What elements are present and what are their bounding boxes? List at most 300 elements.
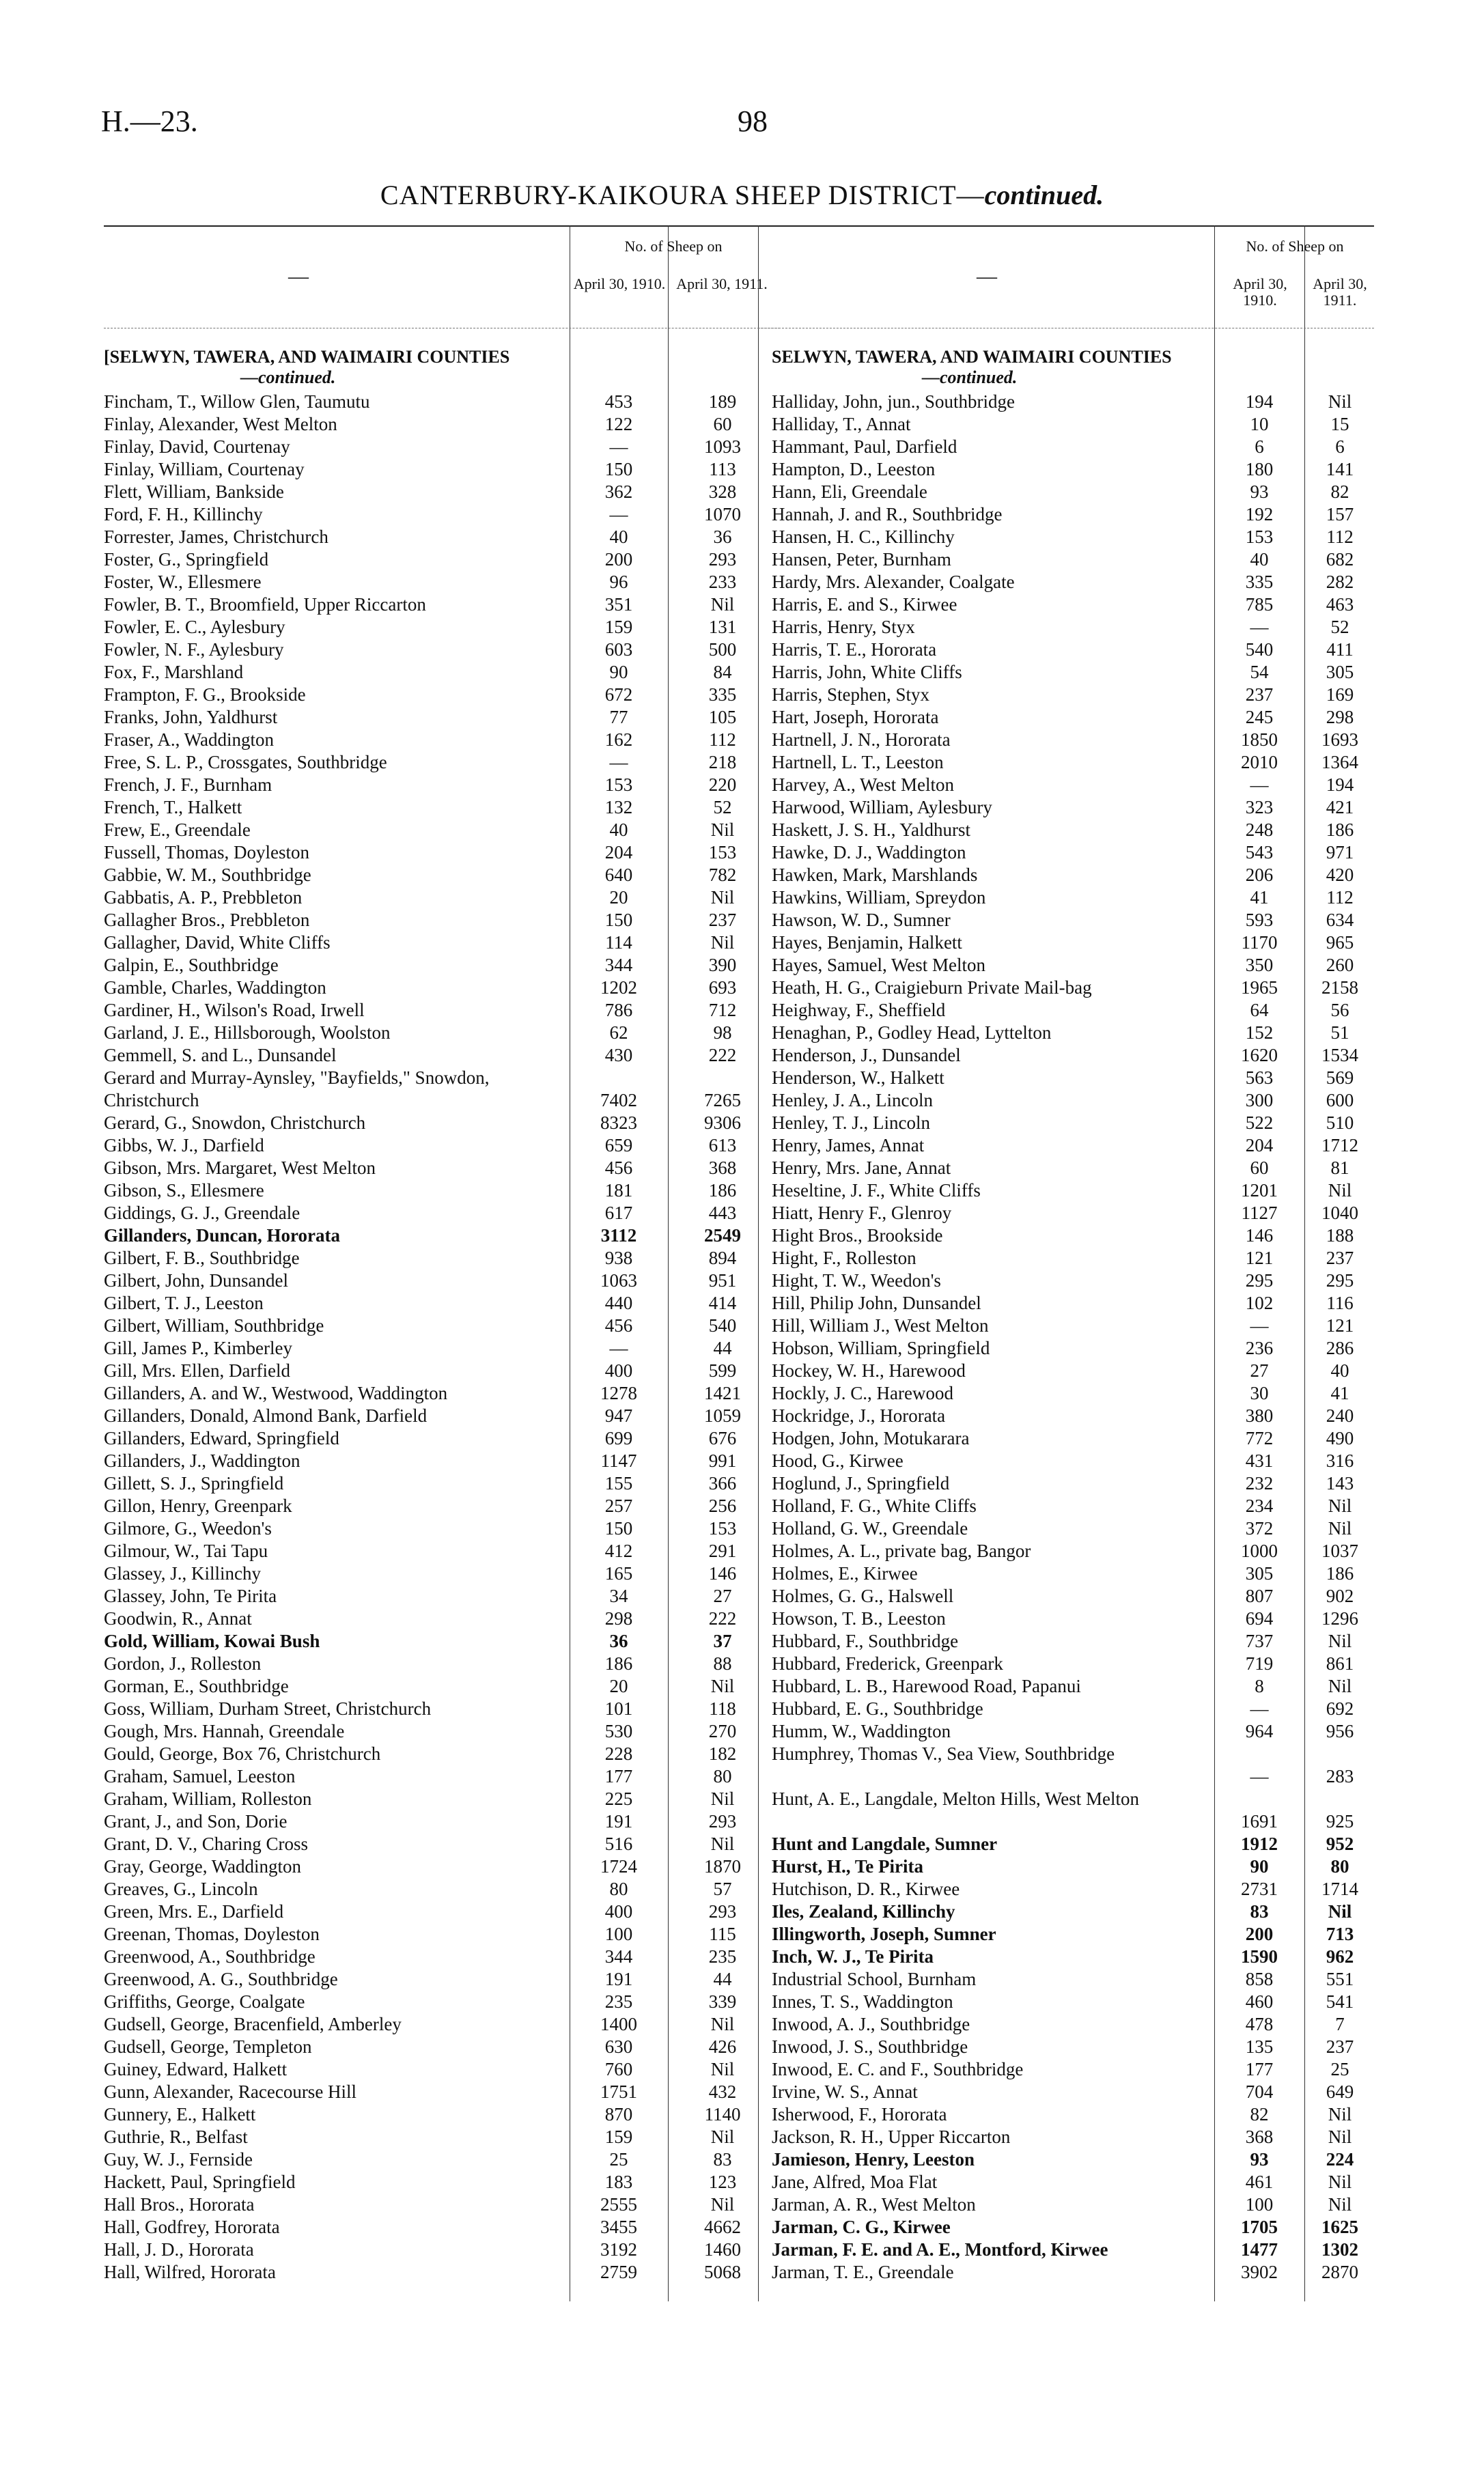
sheep-1910: 300 bbox=[1245, 1090, 1274, 1110]
table-row bbox=[104, 1450, 780, 1472]
table-row bbox=[772, 1630, 1374, 1653]
table-row bbox=[104, 1067, 780, 1112]
table-row bbox=[772, 593, 1374, 616]
holder-name: Free, S. L. P., Crossgates, Southbridge bbox=[104, 752, 387, 772]
sheep-1911: 894 bbox=[708, 1248, 737, 1268]
holder-name: Hight, T. W., Weedon's bbox=[772, 1270, 941, 1291]
holder-name: Inwood, A. J., Southbridge bbox=[772, 2014, 970, 2034]
sheep-1910: 563 bbox=[1245, 1067, 1274, 1088]
holder-name: Hockey, W. H., Harewood bbox=[772, 1360, 966, 1381]
table-row bbox=[104, 774, 780, 796]
sheep-1910: 90 bbox=[609, 662, 628, 682]
holder-name: Guiney, Edward, Halkett bbox=[104, 2059, 288, 2079]
holder-name: Greenan, Thomas, Doyleston bbox=[104, 1924, 320, 1944]
sheep-1911: 1037 bbox=[1321, 1541, 1358, 1561]
holder-name: Harris, E. and S., Kirwee bbox=[772, 594, 957, 615]
sheep-1910: 694 bbox=[1245, 1608, 1274, 1629]
table-row bbox=[772, 1878, 1374, 1901]
table-row bbox=[772, 1675, 1374, 1698]
holder-name: Gemmell, S. and L., Dunsandel bbox=[104, 1045, 337, 1065]
table-row bbox=[104, 1270, 780, 1292]
holder-name: Harris, John, White Cliffs bbox=[772, 662, 962, 682]
page-title bbox=[0, 179, 1484, 211]
table-row bbox=[772, 391, 1374, 413]
sheep-1910: 2010 bbox=[1241, 752, 1278, 772]
sheep-1911: 88 bbox=[713, 1653, 732, 1674]
sheep-1910: 228 bbox=[604, 1743, 633, 1764]
sheep-1910: — bbox=[609, 1338, 628, 1358]
sheep-1910: 192 bbox=[1245, 504, 1274, 524]
sheep-1911: 676 bbox=[708, 1428, 737, 1448]
sheep-1910: 516 bbox=[604, 1834, 633, 1854]
sheep-1910: 8323 bbox=[600, 1112, 637, 1133]
title-continued: continued. bbox=[984, 180, 1104, 210]
sheep-1911: 463 bbox=[1326, 594, 1354, 615]
sheep-1911: 1059 bbox=[704, 1405, 741, 1426]
holder-name: Heseltine, J. F., White Cliffs bbox=[772, 1180, 981, 1201]
sheep-1911: 1070 bbox=[704, 504, 741, 524]
holder-name: Greaves, G., Lincoln bbox=[104, 1879, 258, 1899]
sheep-1910: 323 bbox=[1245, 797, 1274, 817]
sheep-1911: 52 bbox=[1330, 617, 1349, 637]
table-row bbox=[104, 616, 780, 639]
sheep-1911: Nil bbox=[710, 2127, 735, 2147]
holder-name: Hill, William J., West Melton bbox=[772, 1315, 989, 1336]
table-row bbox=[104, 2058, 780, 2081]
table-row bbox=[104, 458, 780, 481]
sheep-1910: 225 bbox=[604, 1789, 633, 1809]
sheep-1910: 478 bbox=[1245, 2014, 1274, 2034]
sheep-1911: 83 bbox=[713, 2149, 732, 2170]
table-row bbox=[104, 1315, 780, 1337]
table-row bbox=[772, 886, 1374, 909]
sheep-1910: 93 bbox=[1250, 2149, 1269, 2170]
holder-name: Hardy, Mrs. Alexander, Coalgate bbox=[772, 572, 1015, 592]
left-section-line2: —continued. bbox=[240, 367, 336, 387]
sheep-1911: 44 bbox=[713, 1969, 732, 1989]
sheep-1911: 36 bbox=[713, 527, 732, 547]
table-row bbox=[104, 1247, 780, 1270]
holder-name: Gabbie, W. M., Southbridge bbox=[104, 865, 311, 885]
sheep-1910: 543 bbox=[1245, 842, 1274, 863]
table-row bbox=[772, 1562, 1374, 1585]
sheep-1910: 1850 bbox=[1241, 729, 1278, 750]
holder-name: Hubbard, F., Southbridge bbox=[772, 1631, 959, 1651]
holder-name: Harris, Stephen, Styx bbox=[772, 684, 929, 705]
holder-name: Inwood, E. C. and F., Southbridge bbox=[772, 2059, 1024, 2079]
holder-name: Hurst, H., Te Pirita bbox=[772, 1856, 923, 1877]
table-row bbox=[104, 2171, 780, 2193]
table-row bbox=[772, 796, 1374, 819]
table-row bbox=[772, 1315, 1374, 1337]
holder-name: Guthrie, R., Belfast bbox=[104, 2127, 248, 2147]
sheep-1910: 1477 bbox=[1241, 2239, 1278, 2260]
table-row bbox=[772, 2126, 1374, 2148]
sheep-1911: 141 bbox=[1326, 459, 1354, 479]
table-row bbox=[104, 1788, 780, 1810]
sheep-1911: 510 bbox=[1326, 1112, 1354, 1133]
sheep-1911: 693 bbox=[708, 977, 737, 998]
sheep-1910: 153 bbox=[604, 774, 633, 795]
sheep-1910: 719 bbox=[1245, 1653, 1274, 1674]
holder-name: Iles, Zealand, Killinchy bbox=[772, 1901, 955, 1922]
table-row bbox=[104, 1833, 780, 1855]
holder-name: Hood, G., Kirwee bbox=[772, 1450, 904, 1471]
table-row bbox=[104, 1946, 780, 1968]
sheep-1911: 80 bbox=[1330, 1856, 1349, 1877]
sheep-1910: 659 bbox=[604, 1135, 633, 1155]
sheep-1910: 1965 bbox=[1241, 977, 1278, 998]
sheep-1910: 1620 bbox=[1241, 1045, 1278, 1065]
sheep-1911: 153 bbox=[708, 842, 737, 863]
holder-name: Gabbatis, A. P., Prebbleton bbox=[104, 887, 303, 908]
sheep-1910: 807 bbox=[1245, 1586, 1274, 1606]
sheep-1911: 113 bbox=[709, 459, 736, 479]
table-row bbox=[772, 1405, 1374, 1427]
sheep-1910: — bbox=[1250, 1698, 1269, 1719]
sheep-1910: 938 bbox=[604, 1248, 633, 1268]
sheep-1911: 186 bbox=[708, 1180, 737, 1201]
holder-name: Heighway, F., Sheffield bbox=[772, 1000, 946, 1020]
sheep-1911: Nil bbox=[710, 887, 735, 908]
sheep-1910: 640 bbox=[604, 865, 633, 885]
holder-name: Jarman, T. E., Greendale bbox=[772, 2262, 954, 2282]
sheep-1911: 1093 bbox=[704, 436, 741, 457]
table-row bbox=[104, 1630, 780, 1653]
sheep-1910: 236 bbox=[1245, 1338, 1274, 1358]
sheep-1911: Nil bbox=[1328, 1496, 1352, 1516]
table-row bbox=[772, 1044, 1374, 1067]
sheep-1911: 432 bbox=[708, 2081, 737, 2102]
table-row bbox=[772, 661, 1374, 684]
sheep-1910: 460 bbox=[1245, 1991, 1274, 2012]
sheep-1910: 194 bbox=[1245, 391, 1274, 412]
table-row bbox=[104, 864, 780, 886]
table-row bbox=[104, 1157, 780, 1179]
holder-name: French, T., Halkett bbox=[104, 797, 242, 817]
table-row bbox=[104, 1405, 780, 1427]
sheep-1910: 93 bbox=[1250, 481, 1269, 502]
holder-name: Gilbert, F. B., Southbridge bbox=[104, 1248, 300, 1268]
table-row bbox=[772, 1585, 1374, 1608]
sheep-1911: 116 bbox=[1326, 1293, 1354, 1313]
sheep-1911: 293 bbox=[708, 549, 737, 570]
sheep-1911: 599 bbox=[708, 1360, 737, 1381]
page-ref: H.—23. bbox=[101, 104, 198, 138]
holder-name: Hubbard, Frederick, Greenpark bbox=[772, 1653, 1003, 1674]
right-rows bbox=[772, 391, 1374, 2284]
sheep-1911: Nil bbox=[710, 2059, 735, 2079]
sheep-1910: 186 bbox=[604, 1653, 633, 1674]
sheep-1910: 351 bbox=[604, 594, 633, 615]
sheep-1911: Nil bbox=[1328, 1631, 1352, 1651]
sheep-1910: 362 bbox=[604, 481, 633, 502]
sheep-1911: 1296 bbox=[1321, 1608, 1358, 1629]
sheep-1911: 500 bbox=[708, 639, 737, 660]
holder-name: Fussell, Thomas, Doyleston bbox=[104, 842, 310, 863]
sheep-1911: 490 bbox=[1326, 1428, 1354, 1448]
table-row bbox=[772, 864, 1374, 886]
holder-name: Harvey, A., West Melton bbox=[772, 774, 955, 795]
sheep-1910: 155 bbox=[604, 1473, 633, 1494]
holder-name: Giddings, G. J., Greendale bbox=[104, 1203, 300, 1223]
table-row bbox=[772, 1112, 1374, 1134]
left-head-no-sheep: No. of Sheep on bbox=[624, 238, 723, 255]
sheep-1911: 368 bbox=[708, 1158, 737, 1178]
left-rows bbox=[104, 391, 780, 2284]
sheep-1910: 295 bbox=[1245, 1270, 1274, 1291]
sheep-1911: 2549 bbox=[704, 1225, 741, 1246]
table-row bbox=[104, 1608, 780, 1630]
sheep-1910: 245 bbox=[1245, 707, 1274, 727]
sheep-1911: Nil bbox=[1328, 1676, 1352, 1696]
sheep-1910: 400 bbox=[604, 1901, 633, 1922]
holder-name: Hiatt, Henry F., Glenroy bbox=[772, 1203, 952, 1223]
sheep-1910: 1751 bbox=[600, 2081, 637, 2102]
table-row bbox=[104, 819, 780, 841]
holder-name: Holland, F. G., White Cliffs bbox=[772, 1496, 977, 1516]
holder-name: Grant, J., and Son, Dorie bbox=[104, 1811, 288, 1832]
sheep-1911: 426 bbox=[708, 2036, 737, 2057]
sheep-1911: 118 bbox=[709, 1698, 736, 1719]
sheep-1910: 1590 bbox=[1241, 1946, 1278, 1967]
table-row bbox=[104, 796, 780, 819]
sheep-1910: 150 bbox=[604, 1518, 633, 1539]
holder-name: Finlay, Alexander, West Melton bbox=[104, 414, 337, 434]
holder-name: Haskett, J. S. H., Yaldhurst bbox=[772, 819, 971, 840]
sheep-1911: 7 bbox=[1335, 2014, 1345, 2034]
sheep-1910: 1278 bbox=[600, 1383, 637, 1403]
sheep-1910: 430 bbox=[604, 1045, 633, 1065]
sheep-1911: 1870 bbox=[704, 1856, 741, 1877]
holder-name: Gillanders, J., Waddington bbox=[104, 1450, 300, 1471]
table-row bbox=[772, 1337, 1374, 1360]
sheep-1911: 260 bbox=[1326, 955, 1354, 975]
holder-name: Glassey, J., Killinchy bbox=[104, 1563, 261, 1584]
table-row bbox=[772, 436, 1374, 458]
table-row bbox=[104, 2193, 780, 2216]
holder-name: Gudsell, George, Bracenfield, Amberley bbox=[104, 2014, 402, 2034]
table-row bbox=[104, 1472, 780, 1495]
sheep-1911: 41 bbox=[1330, 1383, 1349, 1403]
sheep-1910: 1127 bbox=[1241, 1203, 1278, 1223]
sheep-1910: 858 bbox=[1245, 1969, 1274, 1989]
table-row bbox=[104, 706, 780, 729]
holder-name: Innes, T. S., Waddington bbox=[772, 1991, 953, 2012]
table-row bbox=[104, 1337, 780, 1360]
table-row bbox=[104, 2081, 780, 2103]
holder-name: Halliday, John, jun., Southbridge bbox=[772, 391, 1015, 412]
table-row bbox=[104, 1878, 780, 1901]
sheep-1911: 1714 bbox=[1321, 1879, 1358, 1899]
table-row bbox=[772, 1788, 1374, 1833]
holder-name: Holmes, A. L., private bag, Bangor bbox=[772, 1541, 1031, 1561]
table-row bbox=[104, 1653, 780, 1675]
table-row bbox=[104, 729, 780, 751]
sheep-1910: 62 bbox=[609, 1022, 628, 1043]
sheep-1910: 1147 bbox=[600, 1450, 637, 1471]
table-row bbox=[772, 1901, 1374, 1923]
holder-name: Gudsell, George, Templeton bbox=[104, 2036, 312, 2057]
sheep-1911: 414 bbox=[708, 1293, 737, 1313]
sheep-1910: 162 bbox=[604, 729, 633, 750]
sheep-1910: 41 bbox=[1250, 887, 1269, 908]
table-row bbox=[104, 639, 780, 661]
holder-name: Hammant, Paul, Darfield bbox=[772, 436, 957, 457]
table-row bbox=[772, 1991, 1374, 2013]
sheep-1911: 112 bbox=[1326, 527, 1354, 547]
holder-name: Hubbard, E. G., Southbridge bbox=[772, 1698, 983, 1719]
sheep-1911: Nil bbox=[710, 2014, 735, 2034]
table-row bbox=[104, 1202, 780, 1224]
table-row bbox=[772, 931, 1374, 954]
sheep-1910: 234 bbox=[1245, 1496, 1274, 1516]
holder-name: Henderson, W., Halkett bbox=[772, 1067, 944, 1088]
table-row bbox=[772, 1540, 1374, 1562]
sheep-1911: 298 bbox=[1326, 707, 1354, 727]
sheep-1910: 760 bbox=[604, 2059, 633, 2079]
sheep-1911: 131 bbox=[708, 617, 737, 637]
holder-name: Hayes, Benjamin, Halkett bbox=[772, 932, 962, 953]
holder-name: Greenwood, A. G., Southbridge bbox=[104, 1969, 338, 1989]
sheep-1911: 240 bbox=[1326, 1405, 1354, 1426]
holder-name: Gilmour, W., Tai Tapu bbox=[104, 1541, 268, 1561]
holder-name: Hawken, Mark, Marshlands bbox=[772, 865, 978, 885]
sheep-1911: 82 bbox=[1330, 481, 1349, 502]
sheep-1911: 27 bbox=[713, 1586, 732, 1606]
sheep-1910: 183 bbox=[604, 2172, 633, 2192]
holder-name: Hawkins, William, Spreydon bbox=[772, 887, 986, 908]
sheep-1910: 200 bbox=[604, 549, 633, 570]
sheep-1911: 25 bbox=[1330, 2059, 1349, 2079]
holder-name: Inwood, J. S., Southbridge bbox=[772, 2036, 968, 2057]
table-row bbox=[772, 1450, 1374, 1472]
sheep-1910: — bbox=[1250, 1315, 1269, 1336]
sheep-1911: 81 bbox=[1330, 1158, 1349, 1178]
sheep-1911: 224 bbox=[1326, 2149, 1354, 2170]
left-top-rule bbox=[104, 225, 780, 227]
sheep-1910: — bbox=[1250, 1766, 1269, 1786]
sheep-1910: 305 bbox=[1245, 1563, 1274, 1584]
sheep-1910: 204 bbox=[1245, 1135, 1274, 1155]
holder-name: Hayes, Samuel, West Melton bbox=[772, 955, 986, 975]
sheep-1911: 1625 bbox=[1321, 2217, 1358, 2237]
sheep-1910: 453 bbox=[604, 391, 633, 412]
holder-name: Gibbs, W. J., Darfield bbox=[104, 1135, 264, 1155]
table-row bbox=[104, 1765, 780, 1788]
sheep-1911: 902 bbox=[1326, 1586, 1354, 1606]
sheep-1911: 420 bbox=[1326, 865, 1354, 885]
table-row bbox=[104, 1675, 780, 1698]
table-row bbox=[104, 661, 780, 684]
sheep-1910: 54 bbox=[1250, 662, 1269, 682]
sheep-1910: 152 bbox=[1245, 1022, 1274, 1043]
table-row bbox=[772, 706, 1374, 729]
sheep-1910: 40 bbox=[609, 527, 628, 547]
table-row bbox=[772, 729, 1374, 751]
sheep-1911: 286 bbox=[1326, 1338, 1354, 1358]
holder-name: Flett, William, Bankside bbox=[104, 481, 284, 502]
holder-name: Inch, W. J., Te Pirita bbox=[772, 1946, 934, 1967]
table-row bbox=[104, 1179, 780, 1202]
sheep-1910: 132 bbox=[604, 797, 633, 817]
sheep-1911: 316 bbox=[1326, 1450, 1354, 1471]
sheep-1911: 283 bbox=[1326, 1766, 1354, 1786]
sheep-1911: Nil bbox=[1328, 391, 1352, 412]
sheep-1910: — bbox=[609, 436, 628, 457]
sheep-1910: 30 bbox=[1250, 1383, 1269, 1403]
sheep-1910: 191 bbox=[604, 1811, 633, 1832]
sheep-1911: 6 bbox=[1335, 436, 1345, 457]
table-row bbox=[104, 503, 780, 526]
sheep-1911: 951 bbox=[708, 1270, 737, 1291]
holder-name: Hartnell, J. N., Hororata bbox=[772, 729, 951, 750]
holder-name: Gordon, J., Rolleston bbox=[104, 1653, 262, 1674]
holder-name: Halliday, T., Annat bbox=[772, 414, 911, 434]
table-row bbox=[772, 639, 1374, 661]
sheep-1911: 189 bbox=[708, 391, 737, 412]
sheep-1911: Nil bbox=[1328, 2172, 1352, 2192]
table-row bbox=[104, 1382, 780, 1405]
sheep-1910: 146 bbox=[1245, 1225, 1274, 1246]
sheep-1910: 150 bbox=[604, 910, 633, 930]
sheep-1911: 952 bbox=[1326, 1834, 1354, 1854]
sheep-1911: 52 bbox=[713, 797, 732, 817]
holder-name: Fowler, N. F., Aylesbury bbox=[104, 639, 284, 660]
table-row bbox=[772, 1968, 1374, 1991]
sheep-1911: 2870 bbox=[1321, 2262, 1358, 2282]
left-head-col1: April 30, 1910. bbox=[573, 275, 666, 292]
holder-name: Hall, Godfrey, Hororata bbox=[104, 2217, 280, 2237]
sheep-1910: 540 bbox=[1245, 639, 1274, 660]
holder-name: Fincham, T., Willow Glen, Taumutu bbox=[104, 391, 370, 412]
holder-name: Gorman, E., Southbridge bbox=[104, 1676, 289, 1696]
table-row bbox=[104, 954, 780, 977]
holder-name: Hansen, Peter, Burnham bbox=[772, 549, 951, 570]
sheep-1910: 1724 bbox=[600, 1856, 637, 1877]
sheep-1911: 44 bbox=[713, 1338, 732, 1358]
sheep-1910: 153 bbox=[1245, 527, 1274, 547]
right-top-rule bbox=[758, 225, 1374, 227]
sheep-1911: Nil bbox=[1328, 1518, 1352, 1539]
holder-name: Harris, Henry, Styx bbox=[772, 617, 915, 637]
table-row bbox=[772, 751, 1374, 774]
holder-name: Jarman, F. E. and A. E., Montford, Kirwee bbox=[772, 2239, 1108, 2260]
holder-name: Henley, J. A., Lincoln bbox=[772, 1090, 933, 1110]
table-row bbox=[104, 886, 780, 909]
holder-name: Gillanders, Duncan, Hororata bbox=[104, 1225, 341, 1246]
holder-name: Hockly, J. C., Harewood bbox=[772, 1383, 953, 1403]
table-row bbox=[772, 909, 1374, 931]
sheep-1910: 2555 bbox=[600, 2194, 637, 2215]
sheep-1910: 785 bbox=[1245, 594, 1274, 615]
sheep-1910: 1000 bbox=[1241, 1541, 1278, 1561]
sheep-1911: 443 bbox=[708, 1203, 737, 1223]
sheep-1911: Nil bbox=[1328, 2127, 1352, 2147]
holder-name: Hann, Eli, Greendale bbox=[772, 481, 927, 502]
table-row bbox=[772, 616, 1374, 639]
sheep-1910: 298 bbox=[604, 1608, 633, 1629]
holder-name: Henley, T. J., Lincoln bbox=[772, 1112, 930, 1133]
sheep-1910: 237 bbox=[1245, 684, 1274, 705]
holder-name: Hoglund, J., Springfield bbox=[772, 1473, 950, 1494]
sheep-1910: 603 bbox=[604, 639, 633, 660]
holder-name: Gill, James P., Kimberley bbox=[104, 1338, 292, 1358]
table-row bbox=[772, 1653, 1374, 1675]
table-row bbox=[772, 1923, 1374, 1946]
sheep-1911: 153 bbox=[708, 1518, 737, 1539]
table-row bbox=[104, 2103, 780, 2126]
